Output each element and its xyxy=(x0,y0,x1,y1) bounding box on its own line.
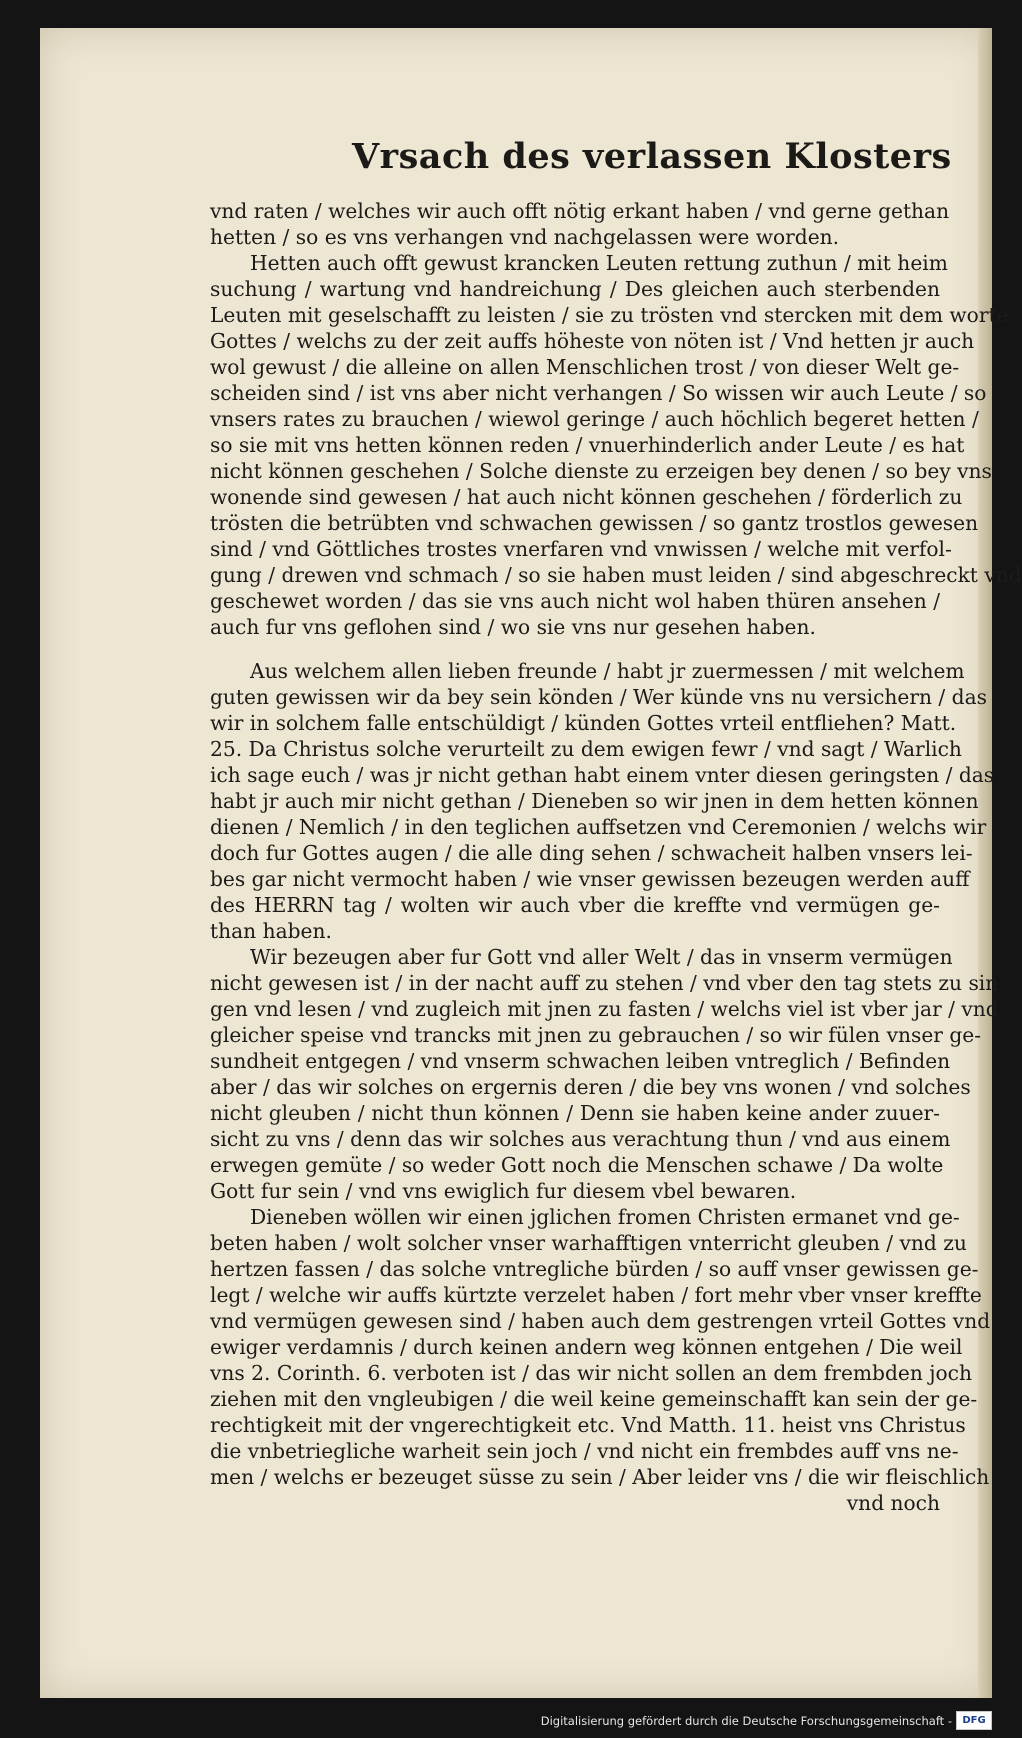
text-line: gleicher speise vnd trancks mit jnen zu gebrauchen / so wir fülen vnser ge- xyxy=(210,1023,982,1047)
text-line: rechtigkeit mit der vngerechtigkeit etc. Vnd Matth. 11. heist vns Christus xyxy=(210,1413,966,1437)
text-line: Gott fur sein / vnd vns ewiglich fur diesem vbel bewaren. xyxy=(210,1179,797,1203)
text-line: wonende sind gewesen / hat auch nicht können geschehen / förderlich zu xyxy=(210,485,963,509)
text-line: so sie mit vns hetten können reden / vnuerhinderlich ander Leute / es hat xyxy=(210,433,965,457)
text-line: bes gar nicht vermocht haben / wie vnser gewissen bezeugen werden auff xyxy=(210,867,970,891)
text-line: Aus welchem allen lieben freunde / habt jr zuermessen / mit welchem xyxy=(250,659,965,683)
text-line: beten haben / wolt solcher vnser warhafftigen vnterricht gleuben / vnd zu xyxy=(210,1231,967,1255)
text-line: vnd vermügen gewesen sind / haben auch dem gestrengen vrteil Gottes vnd xyxy=(210,1309,991,1333)
text-line: ich sage euch / was jr nicht gethan habt einem vnter diesen geringsten / das xyxy=(210,763,995,787)
text-block xyxy=(40,28,1022,1698)
text-line: nicht können geschehen / Solche dienste zu erzeigen bey denen / so bey vns xyxy=(210,459,992,483)
footer-bar xyxy=(0,1698,1000,1738)
text-line: ewiger verdamnis / durch keinen andern weg können entgehen / Die weil xyxy=(210,1335,963,1359)
text-line: geschewet worden / das sie vns auch nicht wol haben thüren ansehen / xyxy=(210,589,940,613)
text-line: vnsers rates zu brauchen / wiewol geringe / auch höchlich begeret hetten / xyxy=(210,407,979,431)
text-line: than haben. xyxy=(210,919,332,943)
text-line: nicht gewesen ist / in der nacht auff zu stehen / vnd vber den tag stets zu sin xyxy=(210,971,999,995)
digitization-credit: Digitalisierung gefördert durch die Deutsche Forschungsgemeinschaft - xyxy=(540,1714,952,1728)
text-line: dienen / Nemlich / in den teglichen auffsetzen vnd Ceremonien / welchs wir xyxy=(210,815,987,839)
text-line: wir in solchem falle entschüldigt / künden Gottes vrteil entfliehen? Matt. xyxy=(210,711,957,735)
text-line: Hetten auch offt gewust krancken Leuten rettung zuthun / mit heim xyxy=(250,251,948,275)
text-line: vns 2. Corinth. 6. verboten ist / das wir nicht sollen an dem frembden joch xyxy=(210,1361,972,1385)
text-line: die vnbetriegliche warheit sein joch / vnd nicht ein frembdes auff vns ne- xyxy=(210,1439,959,1463)
text-line: vnd raten / welches wir auch offt nötig erkant haben / vnd gerne gethan xyxy=(210,199,950,223)
text-line: trösten die betrübten vnd schwachen gewissen / so gantz trostlos gewesen xyxy=(210,511,979,535)
text-line: sicht zu vns / denn das wir solches aus verachtung thun / vnd aus einem xyxy=(210,1127,951,1151)
text-line: aber / das wir solches on ergernis deren / die bey vns wonen / vnd solches xyxy=(210,1075,971,1099)
text-line: Dieneben wöllen wir einen jglichen fromen Christen ermanet vnd ge- xyxy=(250,1205,960,1229)
dfg-logo-icon: DFG xyxy=(956,1711,992,1730)
text-line: gen vnd lesen / vnd zugleich mit jnen zu fasten / welchs viel ist vber jar / vnd xyxy=(210,997,999,1021)
text-line: 25. Da Christus solche verurteilt zu dem ewigen fewr / vnd sagt / Warlich xyxy=(210,737,962,761)
text-line: hetten / so es vns verhangen vnd nachgelassen were worden. xyxy=(210,225,840,249)
text-line: erwegen gemüte / so weder Gott noch die Menschen schawe / Da wolte xyxy=(210,1153,944,1177)
running-head: Vrsach des verlassen Klosters xyxy=(352,136,952,177)
text-line: men / welchs er bezeuget süsse zu sein / Aber leider vns / die wir fleischlich xyxy=(210,1465,990,1489)
book-page xyxy=(40,28,1022,1698)
text-line: sundheit entgegen / vnd vnserm schwachen leiben vntreglich / Befinden xyxy=(210,1049,951,1073)
text-line: ziehen mit den vngleubigen / die weil keine gemeinschafft kan sein der ge- xyxy=(210,1387,978,1411)
text-line: Leuten mit geselschafft zu leisten / sie zu trösten vnd stercken mit dem worte xyxy=(210,303,1009,327)
text-line: suchung / wartung vnd handreichung / Des gleichen auch sterbenden xyxy=(210,277,940,301)
text-line: habt jr auch mir nicht gethan / Dieneben so wir jnen in dem hetten können xyxy=(210,789,979,813)
text-line: legt / welche wir auffs kürtzte verzelet haben / fort mehr vber vnser kreffte xyxy=(210,1283,982,1307)
text-line: scheiden sind / ist vns aber nicht verhangen / So wissen wir auch Leute / so xyxy=(210,381,987,405)
catchword: vnd noch xyxy=(846,1491,940,1515)
text-line: sind / vnd Göttliches trostes vnerfaren vnd vnwissen / welche mit verfol- xyxy=(210,537,952,561)
text-line: gung / drewen vnd schmach / so sie haben must leiden / sind abgeschreckt vnd xyxy=(210,563,1022,587)
text-line: hertzen fassen / das solche vntregliche bürden / so auff vnser gewissen ge- xyxy=(210,1257,979,1281)
text-line: Gottes / welchs zu der zeit auffs höheste von nöten ist / Vnd hetten jr auch xyxy=(210,329,975,353)
text-line: des HERRN tag / wolten wir auch vber die kreffte vnd vermügen ge- xyxy=(210,893,940,917)
text-line: nicht gleuben / nicht thun können / Denn sie haben keine ander zuuer- xyxy=(210,1101,940,1125)
text-line: guten gewissen wir da bey sein könden / Wer künde vns nu versichern / das xyxy=(210,685,987,709)
text-line: doch fur Gottes augen / die alle ding sehen / schwacheit halben vnsers lei- xyxy=(210,841,973,865)
text-line: auch fur vns geflohen sind / wo sie vns nur gesehen haben. xyxy=(210,615,816,639)
text-line: Wir bezeugen aber fur Gott vnd aller Welt / das in vnserm vermügen xyxy=(250,945,953,969)
text-line: wol gewust / die alleine on allen Menschlichen trost / von dieser Welt ge- xyxy=(210,355,960,379)
